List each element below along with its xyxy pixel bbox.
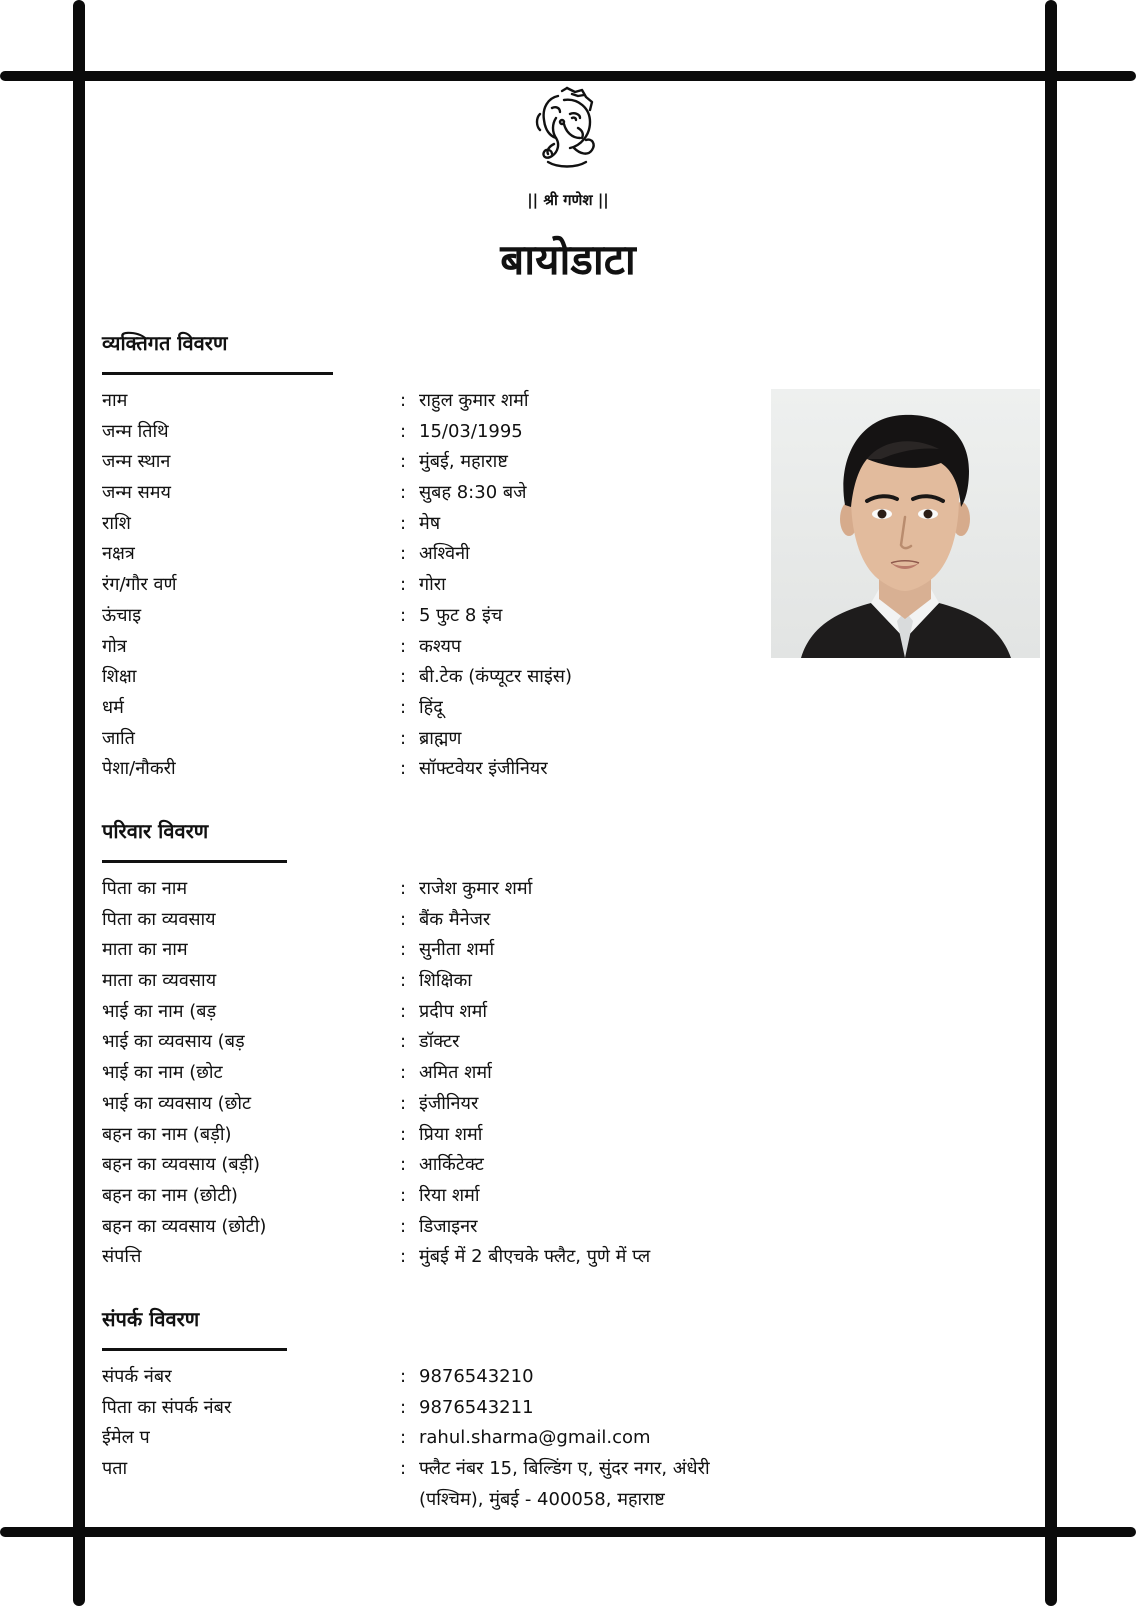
detail-label: गोत्र — [102, 635, 127, 657]
detail-colon: : — [400, 908, 407, 930]
frame-border-bottom — [0, 1527, 1136, 1537]
detail-colon: : — [400, 512, 407, 534]
detail-label: माता का व्यवसाय — [102, 970, 217, 992]
detail-colon: : — [400, 666, 407, 688]
detail-value: सॉफ्टवेयर इंजीनियर — [419, 758, 548, 780]
detail-value: कश्यप — [419, 635, 462, 657]
detail-value: राजेश कुमार शर्मा — [419, 878, 533, 899]
detail-label: पेशा/नौकरी — [102, 758, 176, 780]
detail-value: बैंक मैनेजर — [419, 908, 491, 930]
detail-colon: : — [400, 1092, 407, 1114]
detail-colon: : — [400, 1123, 407, 1145]
profile-photo — [771, 389, 1040, 658]
detail-label: शिक्षा — [102, 666, 137, 688]
detail-value: फ्लैट नंबर 15, बिल्डिंग ए, सुंदर नगर, अंधेरी (पश्चिम), मुंबई - 400058, महाराष्ट — [419, 1458, 710, 1510]
detail-label: पिता का संपर्क नंबर — [102, 1396, 232, 1418]
detail-colon: : — [400, 574, 407, 596]
detail-value: 9876543211 — [419, 1396, 534, 1418]
detail-label: जन्म समय — [102, 482, 171, 504]
detail-value: अश्विनी — [419, 543, 470, 565]
ganesha-icon — [534, 84, 600, 174]
detail-value: डिजाइनर — [419, 1215, 478, 1237]
detail-label: ऊंचाइ — [102, 604, 142, 626]
personal-section-heading: व्यक्तिगत विवरण — [102, 331, 228, 355]
detail-label: जन्म तिथि — [102, 420, 169, 442]
detail-colon: : — [400, 1000, 407, 1022]
detail-colon: : — [400, 1062, 407, 1084]
detail-label: माता का नाम — [102, 939, 188, 961]
detail-colon: : — [400, 1246, 407, 1268]
detail-label: बहन का व्यवसाय (छोटी) — [102, 1215, 267, 1237]
detail-colon: : — [400, 420, 407, 442]
detail-value: 9876543210 — [419, 1366, 534, 1387]
detail-label: पता — [102, 1458, 128, 1480]
detail-value: 15/03/1995 — [419, 420, 523, 442]
detail-label: बहन का नाम (बड़ी) — [102, 1123, 232, 1145]
detail-value: डॉक्टर — [419, 1031, 460, 1053]
detail-label: ईमेल प — [102, 1427, 150, 1449]
detail-value: सुबह 8:30 बजे — [419, 482, 527, 504]
detail-value: मुंबई, महाराष्ट — [419, 451, 508, 473]
detail-colon: : — [400, 1427, 407, 1449]
detail-value: गोरा — [419, 574, 446, 596]
detail-label: भाई का व्यवसाय (छोट — [102, 1092, 252, 1114]
detail-label: नक्षत्र — [102, 543, 135, 565]
detail-value: इंजीनियर — [419, 1092, 479, 1114]
detail-colon: : — [400, 939, 407, 961]
detail-colon: : — [400, 390, 407, 411]
detail-label: संपर्क नंबर — [102, 1366, 172, 1387]
detail-label: जाति — [102, 727, 135, 749]
contact-section-underline — [102, 1348, 287, 1351]
detail-value: ब्राह्मण — [419, 727, 462, 749]
detail-colon: : — [400, 970, 407, 992]
family-section-underline — [102, 860, 287, 863]
detail-label: नाम — [102, 390, 128, 411]
family-section-heading: परिवार विवरण — [102, 819, 209, 843]
detail-label: जन्म स्थान — [102, 451, 171, 473]
detail-label: बहन का व्यवसाय (बड़ी) — [102, 1154, 260, 1176]
detail-value: rahul.sharma@gmail.com — [419, 1427, 651, 1449]
detail-label: धर्म — [102, 696, 124, 718]
detail-colon: : — [400, 635, 407, 657]
detail-label: पिता का नाम — [102, 878, 188, 899]
detail-label: पिता का व्यवसाय — [102, 908, 216, 930]
detail-label: संपत्ति — [102, 1246, 142, 1268]
detail-label: रंग/गौर वर्ण — [102, 574, 177, 596]
detail-colon: : — [400, 451, 407, 473]
frame-border-top — [0, 71, 1136, 81]
detail-colon: : — [400, 758, 407, 780]
detail-colon: : — [400, 1184, 407, 1206]
detail-colon: : — [400, 1396, 407, 1418]
detail-colon: : — [400, 543, 407, 565]
personal-section-underline — [102, 372, 333, 375]
detail-value: 5 फुट 8 इंच — [419, 604, 503, 626]
detail-value: मुंबई में 2 बीएचके फ्लैट, पुणे में प्ल — [419, 1246, 651, 1268]
detail-label: भाई का नाम (छोट — [102, 1062, 223, 1084]
detail-value: शिक्षिका — [419, 970, 472, 992]
detail-colon: : — [400, 878, 407, 899]
detail-value: रिया शर्मा — [419, 1184, 480, 1206]
detail-label: बहन का नाम (छोटी) — [102, 1184, 238, 1206]
detail-value: प्रिया शर्मा — [419, 1123, 483, 1145]
detail-colon: : — [400, 1458, 407, 1480]
detail-colon: : — [400, 604, 407, 626]
detail-value: हिंदू — [419, 696, 443, 718]
detail-colon: : — [400, 1031, 407, 1053]
detail-colon: : — [400, 1154, 407, 1176]
detail-colon: : — [400, 696, 407, 718]
detail-value: आर्किटेक्ट — [419, 1154, 484, 1176]
detail-value: राहुल कुमार शर्मा — [419, 390, 529, 411]
detail-label: राशि — [102, 512, 131, 534]
detail-colon: : — [400, 1215, 407, 1237]
detail-label: भाई का व्यवसाय (बड़ — [102, 1031, 245, 1053]
detail-colon: : — [400, 1366, 407, 1387]
detail-label: भाई का नाम (बड़ — [102, 1000, 217, 1022]
detail-value: प्रदीप शर्मा — [419, 1000, 488, 1022]
detail-value: बी.टेक (कंप्यूटर साइंस) — [419, 666, 572, 688]
contact-section-heading: संपर्क विवरण — [102, 1307, 200, 1331]
detail-value: मेष — [419, 512, 441, 534]
invocation-text: || श्री गणेश || — [527, 191, 609, 209]
detail-value: अमित शर्मा — [419, 1062, 492, 1084]
detail-colon: : — [400, 727, 407, 749]
detail-value: सुनीता शर्मा — [419, 939, 495, 961]
page-title: बायोडाटा — [500, 235, 636, 284]
detail-colon: : — [400, 482, 407, 504]
